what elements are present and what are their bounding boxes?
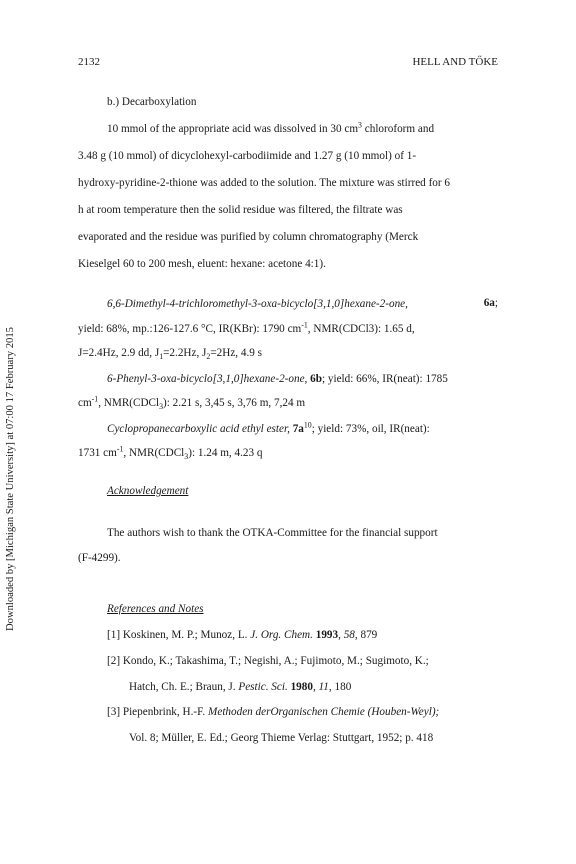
ref-text: [3] Piepenbrink, H.-F.	[107, 706, 209, 718]
subscript: 3	[159, 402, 164, 412]
running-title: HELL AND TŐKE	[412, 56, 498, 68]
ref-text: [1] Koskinen, M. P.; Munoz, L.	[107, 629, 251, 641]
ref-journal: Pestic. Sci.	[238, 681, 288, 693]
data-text: 1731 cm	[78, 447, 117, 459]
ref-text: Hatch, Ch. E.; Braun, J.	[129, 681, 239, 693]
download-notice: Downloaded by [Michigan State University] at 07:00 17 February 2015	[5, 327, 16, 631]
reference-2: [2] Kondo, K.; Takashima, T.; Negishi, A.; Fujimoto, M.; Sugimoto, K.;	[107, 655, 429, 667]
data-text: =2.2Hz, J	[163, 347, 207, 359]
compound-id: 7a	[292, 423, 304, 435]
data-text: , NMR(CDCl3): 1.65 d,	[307, 323, 415, 335]
compound-6a-data	[78, 346, 262, 360]
reference-1: [1] Koskinen, M. P.; Munoz, L. J. Org. Chem. 1993, 58, 879	[107, 629, 378, 641]
acknowledgement-line: The authors wish to thank the OTKA-Committee for the financial support	[107, 527, 438, 539]
ref-year: 1993	[315, 629, 339, 641]
data-text: cm	[78, 397, 92, 409]
section-heading: b.) Decarboxylation	[107, 96, 197, 108]
ref-year: 1980	[290, 681, 313, 693]
body-line	[107, 122, 434, 136]
references-heading	[107, 602, 204, 616]
data-text: =2Hz, 4.9 s	[210, 347, 263, 359]
acknowledgement-line: (F-4299).	[78, 552, 121, 564]
compound-id: 6b	[310, 373, 322, 385]
superscript: -1	[301, 320, 308, 330]
data-text: ): 2.21 s, 3,45 s, 3,76 m, 7,24 m	[163, 397, 306, 409]
body-line: Kieselgel 60 to 200 mesh, eluent: hexane: acetone 4:1).	[78, 258, 326, 270]
ref-title: Methoden derOrganischen Chemie (Houben-Weyl);	[208, 706, 440, 718]
reference-2-cont: Hatch, Ch. E.; Braun, J. Pestic. Sci. 1980, 11, 180	[129, 681, 352, 693]
body-line: h at room temperature then the solid residue was filtered, the filtrate was	[78, 204, 403, 216]
superscript: 3	[358, 120, 362, 130]
compound-7a-data	[78, 446, 263, 460]
compound-id: 6a	[483, 297, 495, 309]
compound-6a-name	[107, 297, 408, 311]
body-text: 10 mmol of the appropriate acid was dissolved in 30 cm	[107, 123, 359, 135]
compound-6b-data	[78, 396, 305, 410]
ref-journal: J. Org. Chem.	[250, 629, 313, 641]
heading-text: References and Notes	[107, 603, 204, 615]
compound-6a-data	[78, 322, 415, 336]
body-line: 3.48 g (10 mmol) of dicyclohexyl-carbodiimide and 1.27 g (10 mmol) of 1-	[78, 150, 417, 162]
subscript: 2	[206, 352, 211, 362]
data-text: yield: 68%, mp.:126-127.6 °C, IR(KBr): 1790 cm	[78, 323, 302, 335]
ref-volume: 11	[318, 681, 329, 693]
superscript: -1	[91, 394, 99, 404]
body-line: evaporated and the residue was purified by column chromatography (Merck	[78, 231, 419, 243]
reference-superscript: 10	[303, 420, 312, 430]
compound-6a-id	[484, 297, 498, 309]
body-line: hydroxy-pyridine-2-thione was added to the solution. The mixture was stirred for 6	[78, 177, 451, 189]
compound-name: 6-Phenyl-3-oxa-bicyclo[3,1,0]hexane-2-one,	[107, 373, 308, 385]
compound-name: 6,6-Dimethyl-4-trichloromethyl-3-oxa-bicyclo[3,1,0]hexane-2-one,	[107, 298, 408, 310]
body-text: chloroform and	[361, 123, 435, 135]
data-text: ; yield: 66%, IR(neat): 1785	[321, 373, 448, 385]
compound-7a-name	[107, 422, 430, 436]
compound-6b-name	[107, 372, 448, 386]
data-text: ): 1.24 m, 4.23 q	[188, 447, 263, 459]
data-text: , NMR(CDCl	[98, 397, 160, 409]
superscript: -1	[116, 444, 124, 454]
reference-3-cont: Vol. 8; Müller, E. Ed.; Georg Thieme Verlag: Stuttgart, 1952; p. 418	[129, 732, 434, 744]
data-text: , NMR(CDCl	[123, 447, 185, 459]
reference-3	[107, 705, 439, 719]
compound-name: Cyclopropanecarboxylic acid ethyl ester,	[107, 423, 290, 435]
page-number: 2132	[78, 56, 100, 68]
subscript: 3	[184, 452, 189, 462]
data-text: ; yield: 73%, oil, IR(neat):	[311, 423, 430, 435]
subscript: 1	[159, 352, 164, 362]
ref-pages: , 180	[328, 681, 352, 693]
acknowledgement-heading	[107, 484, 188, 498]
data-text: J=2.4Hz, 2.9 dd, J	[78, 347, 160, 359]
heading-text: Acknowledgement	[107, 485, 189, 497]
ref-volume: 58	[343, 629, 355, 641]
ref-pages: , 879	[354, 629, 378, 641]
separator: ;	[494, 297, 498, 309]
